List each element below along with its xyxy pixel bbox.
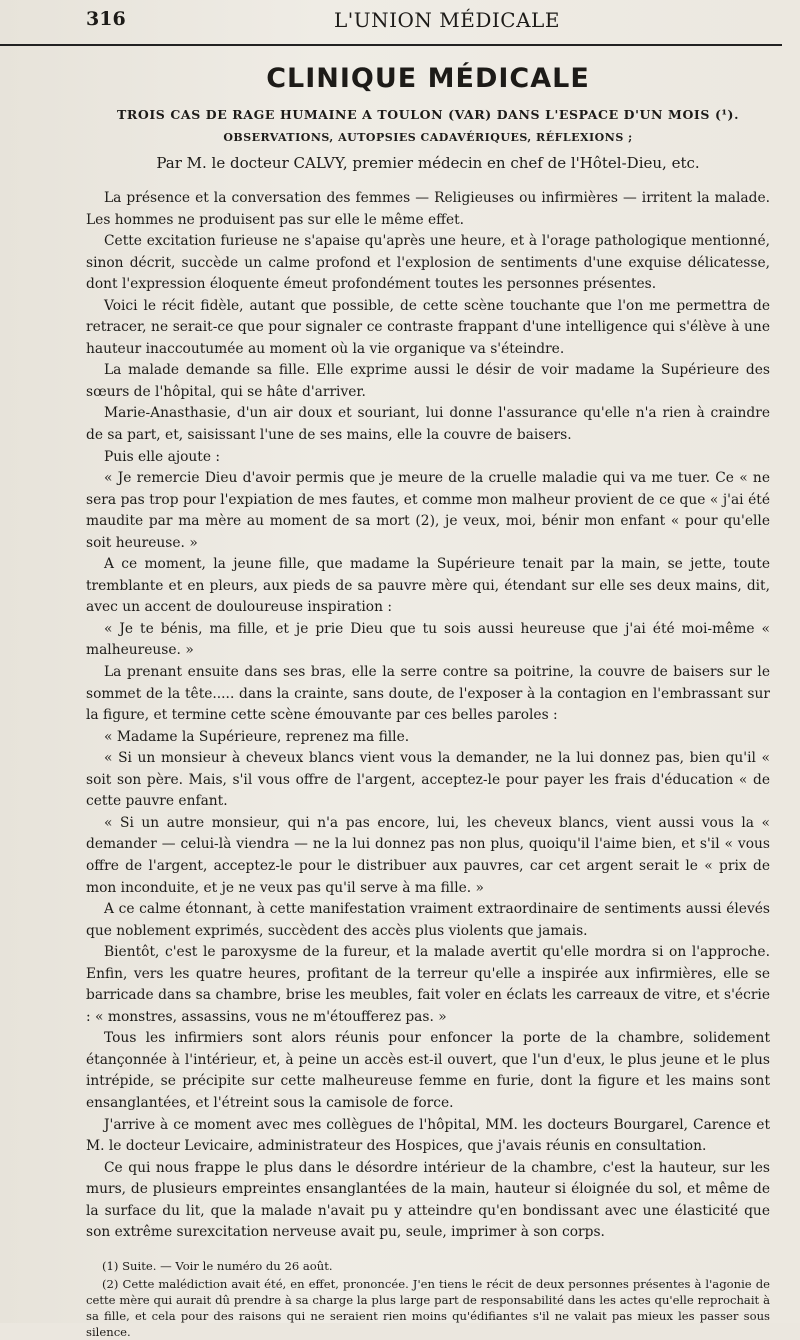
article-subtitle: OBSERVATIONS, AUTOPSIES CADAVÉRIQUES, RÉFLEXIONS ;	[223, 131, 633, 144]
paragraph: A ce calme étonnant, à cette manifestation vraiment extraordinaire de sentiments aussi élevés que noblement exprimés, succèdent des accès plus violents que jamais.	[86, 901, 770, 939]
paragraph: Puis elle ajoute :	[104, 448, 221, 465]
journal-title: L'UNION MÉDICALE	[334, 8, 560, 32]
quote-paragraph: « Si un monsieur à cheveux blancs vient vous la demander, ne la lui donnez pas, bien qu'il « soit son père. Mais, s'il vous offre de l'argent, acceptez-le pour payer les frais d'éducation « de cette pauvre enfant.	[86, 750, 770, 810]
paragraph: Bientôt, c'est le paroxysme de la fureur, et la malade avertit qu'elle mordra si on l'approche. Enfin, vers les quatre heures, profitant de la terreur qu'elle a inspirée aux infirmières, elle se barricade dans sa chambre, brise les meubles, fait voler en éclats les carreaux de vitre, et s'écrie : « monstres, assassins, vous ne m'étoufferez pas. »	[86, 944, 770, 1025]
quote-paragraph: « Je remercie Dieu d'avoir permis que je meure de la cruelle maladie qui va me tuer. Ce « ne sera pas trop pour l'expiation de mes fautes, et comme mon malheur provient de ce que « j'ai été maudite par ma mère au moment de sa mort (2), je veux, moi, bénir mon enfant « pour qu'elle soit heureuse. »	[86, 470, 770, 551]
section-title: CLINIQUE MÉDICALE	[266, 63, 590, 94]
paragraph: Marie-Anasthasie, d'un air doux et souriant, lui donne l'assurance qu'elle n'a rien à craindre de sa part, et, saisissant l'une de ses mains, elle la couvre de baisers.	[86, 405, 770, 444]
quote-paragraph: « Je te bénis, ma fille, et je prie Dieu que tu sois aussi heureuse que j'ai été moi-même « malheureuse. »	[86, 620, 770, 659]
quote-paragraph: « Madame la Supérieure, reprenez ma fille.	[104, 728, 410, 745]
paragraph: J'arrive à ce moment avec mes collègues de l'hôpital, MM. les docteurs Bourgarel, Carence et M. le docteur Levicaire, administrateur des Hospices, que j'avais réunis en consultation.	[86, 1116, 770, 1155]
paragraph: La prenant ensuite dans ses bras, elle la serre contre sa poitrine, la couvre de baisers sur le sommet de la tête..... dans la crainte, sans doute, de l'exposer à la contagion en l'embrassant sur la figure, et termine cette scène émouvante par ces belles paroles :	[86, 664, 770, 724]
quote-paragraph: « Si un autre monsieur, qui n'a pas encore, lui, les cheveux blancs, vient aussi vous la « demander — celui-là viendra — ne la lui donnez pas non plus, quoiqu'il l'aime bien, et s'il « vous offre de l'argent, acceptez-le pour le distribuer aux pauvres, car cet argent serait le « prix de mon inconduite, et je ne veux pas qu'il serve à ma fille. »	[86, 814, 770, 896]
paragraph: La présence et la conversation des femmes — Religieuses ou infirmières — irritent la malade. Les hommes ne produisent pas sur elle le même effet.	[86, 190, 770, 228]
paragraph: Ce qui nous frappe le plus dans le désordre intérieur de la chambre, c'est la hauteur, sur les murs, de plusieurs empreintes ensanglantées de la main, hauteur si éloignée du sol, et même de la surface du lit, que la malade n'avait pu y atteindre qu'en bondissant avec une élasticité que son extrême surexcitation nerveuse avait pu, seule, imprimer à son corps.	[86, 1159, 770, 1241]
paragraph: La malade demande sa fille. Elle exprime aussi le désir de voir madame la Supérieure des sœurs de l'hôpital, qui se hâte d'arriver.	[86, 362, 770, 400]
paragraph: A ce moment, la jeune fille, que madame la Supérieure tenait par la main, se jette, toute tremblante et en pleurs, aux pieds de sa pauvre mère qui, étendant sur elle ses deux mains, dit, avec un accent de douloureuse inspiration :	[86, 556, 770, 616]
header-rule	[0, 44, 782, 46]
byline: Par M. le docteur CALVY, premier médecin en chef de l'Hôtel-Dieu, etc.	[156, 154, 700, 172]
footnote: (2) Cette malédiction avait été, en effet, prononcée. J'en tiens le récit de deux personnes présentes à l'agonie de cette mère qui aurait dû prendre à sa charge la plus large part de responsabilité dans les actes qu'elle reprochait à sa fille, et cela pour des raisons qui ne seraient rien moins qu'édifiantes s'il ne valait pas mieux les passer sous silence.	[86, 1276, 770, 1339]
article-title: TROIS CAS DE RAGE HUMAINE A TOULON (VAR) DANS L'ESPACE D'UN MOIS (¹).	[116, 107, 740, 122]
paragraph: Cette excitation furieuse ne s'apaise qu'après une heure, et à l'orage pathologique mentionné, sinon décrit, succède un calme profond et l'explosion de sentiments d'une exquise délicatesse, dont l'expression éloquente émeut profondément toutes les personnes présentes.	[86, 233, 770, 293]
article-body	[86, 188, 770, 1244]
footnotes	[86, 1258, 770, 1340]
page-number: 316	[86, 8, 126, 30]
footnote: (1) Suite. — Voir le numéro du 26 août.	[102, 1258, 333, 1273]
paragraph: Voici le récit fidèle, autant que possible, de cette scène touchante que l'on me permettra de retracer, ne serait-ce que pour signaler ce contraste frappant d'une intelligence qui s'élève à une hauteur inaccoutumée au moment où la vie organique va s'éteindre.	[86, 297, 770, 357]
running-head	[86, 4, 770, 34]
paragraph: Tous les infirmiers sont alors réunis pour enfoncer la porte de la chambre, solidement étançonnée à l'intérieur, et, à peine un accès est-il ouvert, que l'un d'eux, le plus jeune et le plus intrépide, se précipite sur cette malheureuse femme en furie, dont la figure et les mains sont ensanglantées, et l'étreint sous la camisole de force.	[86, 1030, 770, 1111]
